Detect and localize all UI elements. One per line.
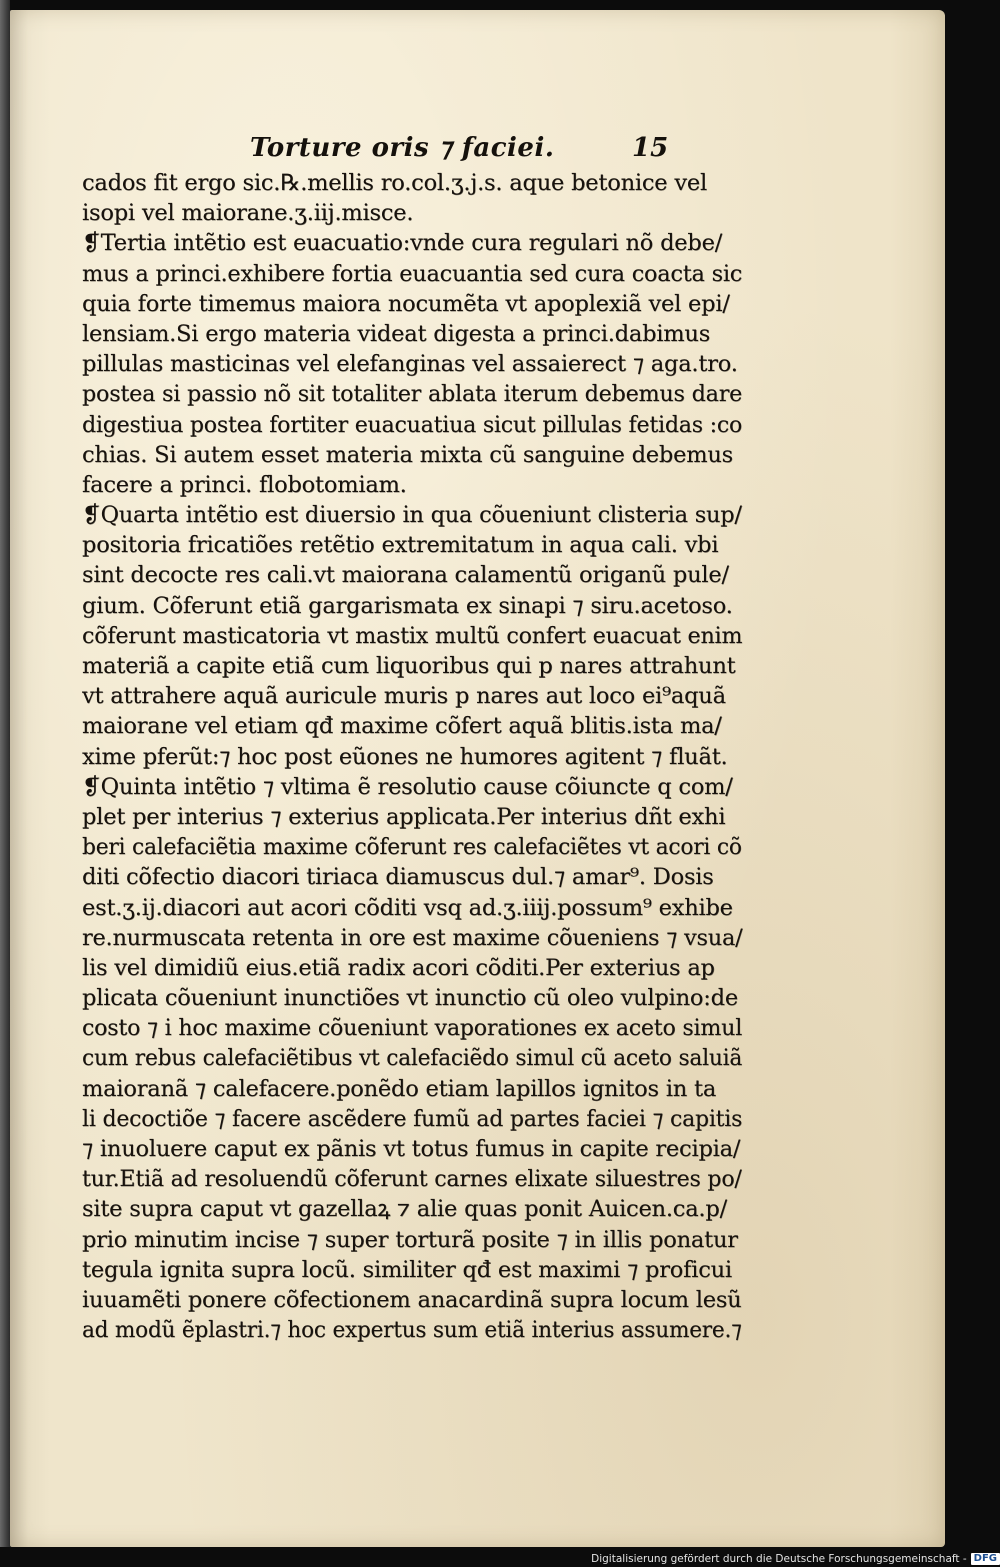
text-line: xime pferũt:⁊ hoc post eũones ne humores agitent ⁊ fluãt. <box>82 743 728 770</box>
text-line: maiorane vel etiam qđ maxime cõfert aquã blitis.ista ma/ <box>82 713 722 740</box>
text-line: isopi vel maiorane.ʒ.iij.misce. <box>82 200 414 227</box>
running-head <box>250 128 822 168</box>
text-line: plicata cõueniunt inunctiões vt inunctio cũ oleo vulpino:de <box>82 985 738 1012</box>
text-line: ad modũ ẽplastri.⁊ hoc expertus sum etiã interius assumere.⁊ <box>82 1317 742 1344</box>
text-line: iuuamẽti ponere cõfectionem anacardinã supra locum lesũ <box>82 1286 742 1313</box>
text-line: tur.Etiã ad resoluendũ cõferunt carnes elixate siluestres po/ <box>82 1166 742 1193</box>
text-line: est.ʒ.ij.diacori aut acori cõditi vsq ad.ʒ.iiij.possum⁹ exhibe <box>82 894 733 921</box>
text-line: diti cõfectio diacori tiriaca diamuscus dul.⁊ amar⁹. Dosis <box>82 864 714 891</box>
text-line: re.nurmuscata retenta in ore est maxime cõueniens ⁊ vsua/ <box>82 924 743 951</box>
text-line: tegula ignita supra locũ. similiter qđ est maximi ⁊ proficui <box>82 1256 732 1283</box>
running-title: Torture oris ⁊ faciei. <box>250 133 555 163</box>
text-line: vt attrahere aquã auricule muris p nares aut loco ei⁹aquã <box>82 683 726 710</box>
text-line: plet per interius ⁊ exterius applicata.Per interius dñt exhi <box>82 803 726 830</box>
text-line: maioranã ⁊ calefacere.ponẽdo etiam lapillos ignitos in ta <box>82 1075 717 1102</box>
text-line: facere a princi. flobotomiam. <box>82 471 407 498</box>
text-line: materiã a capite etiã cum liquoribus qui p nares attrahunt <box>82 653 736 679</box>
text-line: ❡Quarta intẽtio est diuersio in qua cõueniunt clisteria sup/ <box>82 502 742 529</box>
text-line: digestiua postea fortiter euacuatiua sicut pillulas fetidas :co <box>82 411 743 438</box>
book-page <box>10 10 945 1547</box>
text-line: prio minutim incise ⁊ super torturã posite ⁊ in illis ponatur <box>82 1226 738 1253</box>
binding-edge <box>0 0 10 1547</box>
text-line: ❡Tertia intẽtio est euacuatio:vnde cura regulari nõ debe/ <box>82 230 723 257</box>
digitization-credit <box>560 1551 1000 1567</box>
text-line: positoria fricatiões retẽtio extremitatum in aqua cali. vbi <box>82 532 719 559</box>
text-line: costo ⁊ i hoc maxime cõueniunt vaporationes ex aceto simul <box>82 1015 743 1042</box>
text-line: lensiam.Si ergo materia videat digesta a princi.dabimus <box>82 320 711 347</box>
text-line: gium. Cõferunt etiã gargarismata ex sinapi ⁊ siru.acetoso. <box>82 592 733 619</box>
text-line: quia forte timemus maiora nocumẽta vt apoplexiã vel epi/ <box>82 290 730 317</box>
text-line: lis vel dimidiũ eius.etiã radix acori cõditi.Per exterius ap <box>82 954 715 981</box>
text-line: postea si passio nõ sit totaliter ablata iterum debemus dare <box>82 381 743 408</box>
text-block <box>82 128 822 1345</box>
body-text <box>82 168 822 1345</box>
folio-number: 15 <box>632 133 669 163</box>
text-line: cados fit ergo sic.℞.mellis ro.col.ʒ.j.s. aque betonice vel <box>82 170 707 196</box>
text-line: li decoctiõe ⁊ facere ascẽdere fumũ ad partes faciei ⁊ capitis <box>82 1105 743 1132</box>
text-line: beri calefaciẽtia maxime cõferunt res calefaciẽtes vt acori cõ <box>82 834 742 861</box>
text-line: pillulas masticinas vel elefanginas vel assaierect ⁊ aga.tro. <box>82 351 738 378</box>
text-line: sint decocte res cali.vt maiorana calamentũ origanũ pule/ <box>82 562 729 589</box>
dfg-logo: DFG <box>971 1553 1000 1565</box>
text-line: site supra caput vt gazellaꝝ ⁊ alie quas ponit Auicen.ca.p/ <box>82 1196 727 1223</box>
text-line: ⁊ inuoluere caput ex pãnis vt totus fumus in capite recipia/ <box>82 1136 741 1162</box>
text-line: chias. Si autem esset materia mixta cũ sanguine debemus <box>82 441 733 468</box>
text-line: cum rebus calefaciẽtibus vt calefaciẽdo simul cũ aceto saluiã <box>82 1045 743 1072</box>
credit-text: Digitalisierung gefördert durch die Deutsche Forschungsgemeinschaft - <box>591 1553 967 1565</box>
text-line: ❡Quinta intẽtio ⁊ vltima ẽ resolutio cause cõiuncte q com/ <box>82 773 733 800</box>
text-line: mus a princi.exhibere fortia euacuantia sed cura coacta sic <box>82 260 743 287</box>
text-line: cõferunt masticatoria vt mastix multũ confert euacuat enim <box>82 622 743 649</box>
